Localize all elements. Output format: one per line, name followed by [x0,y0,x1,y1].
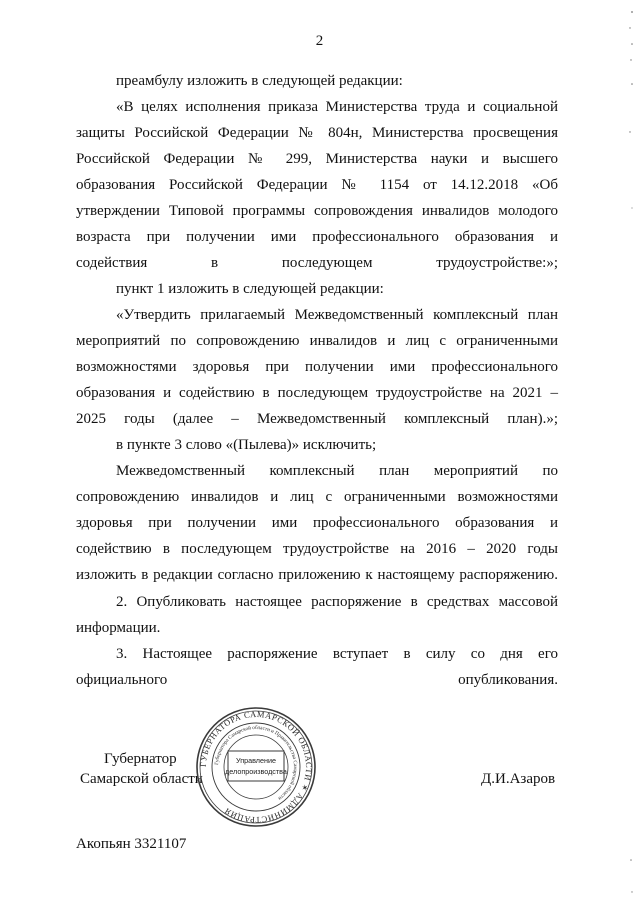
paragraph-preamble-intro: преамбулу изложить в следующей редакции: [116,73,403,89]
stamp-box-line2: делопроизводства [225,767,287,776]
scan-edge-marks [627,0,635,905]
stamp-box-line1: Управление [236,756,276,765]
paragraph-effective: 3. Настоящее распоряжение вступает в силу со дня его официального опубликования. [76,646,558,688]
page-number: 2 [315,33,324,49]
signature-position-line2: Самарской области [80,771,203,787]
stamp-outer-text: ГУБЕРНАТОРА САМАРСКОЙ ОБЛАСТИ ✶ АДМИНИСТРАЦИЯ [198,709,314,825]
signature-position-line1: Губернатор [104,751,177,767]
signature-name: Д.И.Азаров [481,771,556,787]
paragraph-point3-change: в пункте 3 слово «(Пылева)» исключить; [116,437,377,453]
paragraph-preamble-text: «В целях исполнения приказа Министерства труда и социальной защиты Российской Федерации № 804н, Министерства просвещения Российской Федерации № 299, Министерства науки и высшего образования Российской Федерации № 1154 от 14.12.2018 «Об утверждении Типовой программы сопровождения инвалидов молодого возраста при получении ими профессионального образования и содействия в последующем трудоустройстве:»; [76,99,558,271]
paragraph-point1-intro: пункт 1 изложить в следующей редакции: [116,281,384,297]
paragraph-plan-text: Межведомственный комплексный план мероприятий по сопровождению инвалидов и лиц с ограниченными возможностями здоровья при получении ими профессионального образования и содействию в последующем трудоустройстве на 2016 – 2020 годы изложить в редакции согласно приложению к настоящему распоряжению. [76,463,558,583]
paragraph-point1-text: «Утвердить прилагаемый Межведомственный комплексный план мероприятий по сопровождению инвалидов и лиц с ограниченными возможностями здоровья при получении ими профессионального образования и содействию в последующем трудоустройстве на 2021 – 2025 годы (далее – Межведомственный комплексный план).»; [76,307,558,427]
official-stamp [194,705,318,829]
executor-info: Акопьян 3321107 [76,836,187,852]
stamp-inner-text: Губернатора Самарской области и Правительства Самарской области [214,724,299,802]
paragraph-publish: 2. Опубликовать настоящее распоряжение в средствах массовой информации. [76,594,558,636]
